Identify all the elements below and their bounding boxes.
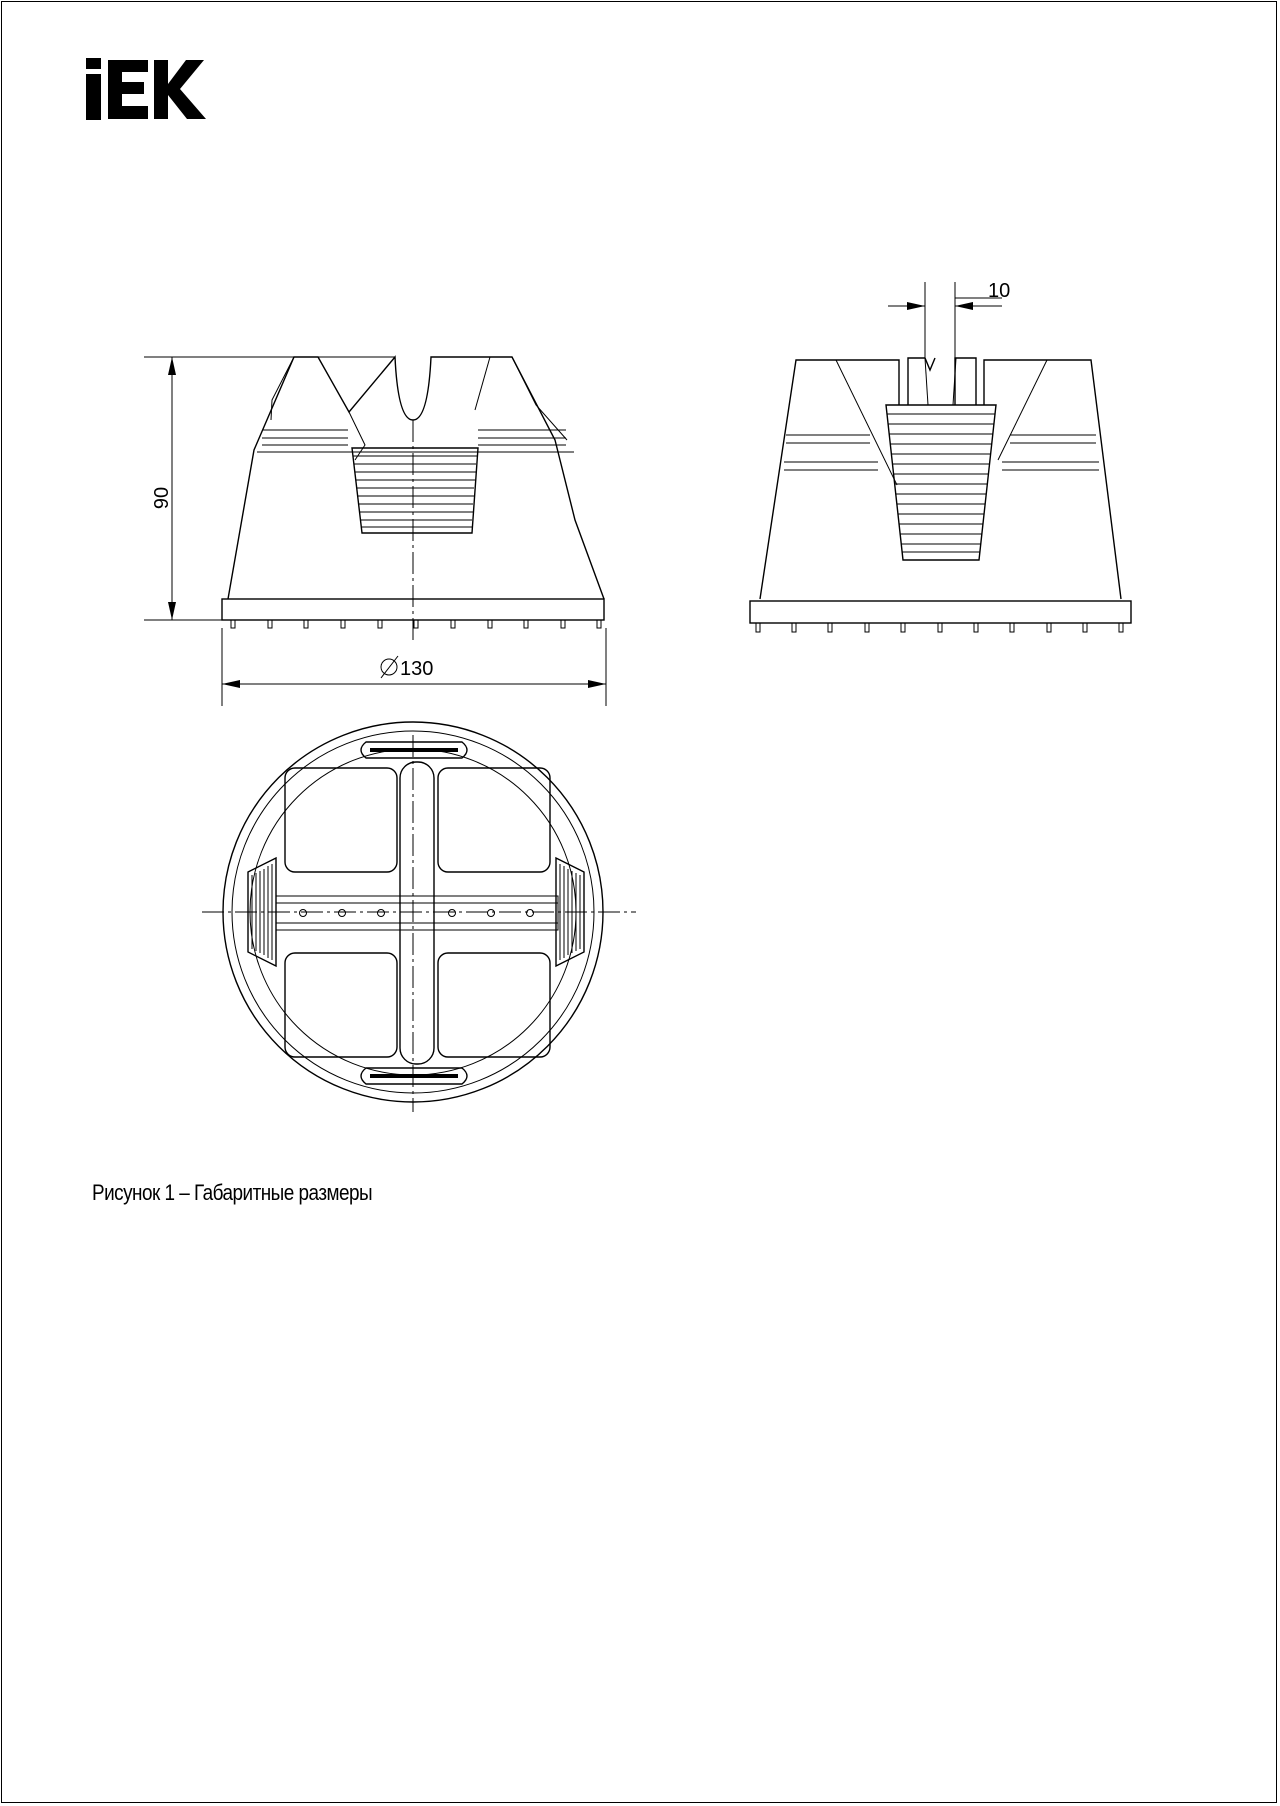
dim-diameter-label: 130 [400, 658, 434, 680]
side-view [750, 280, 1131, 632]
dim-height-label: 90 [151, 486, 173, 510]
front-view [144, 357, 606, 706]
figure-caption: Рисунок 1 – Габаритные размеры [92, 1180, 373, 1205]
diameter-symbol-icon [381, 656, 398, 678]
dim-slot-label: 10 [988, 280, 1011, 302]
top-view [202, 722, 636, 1112]
